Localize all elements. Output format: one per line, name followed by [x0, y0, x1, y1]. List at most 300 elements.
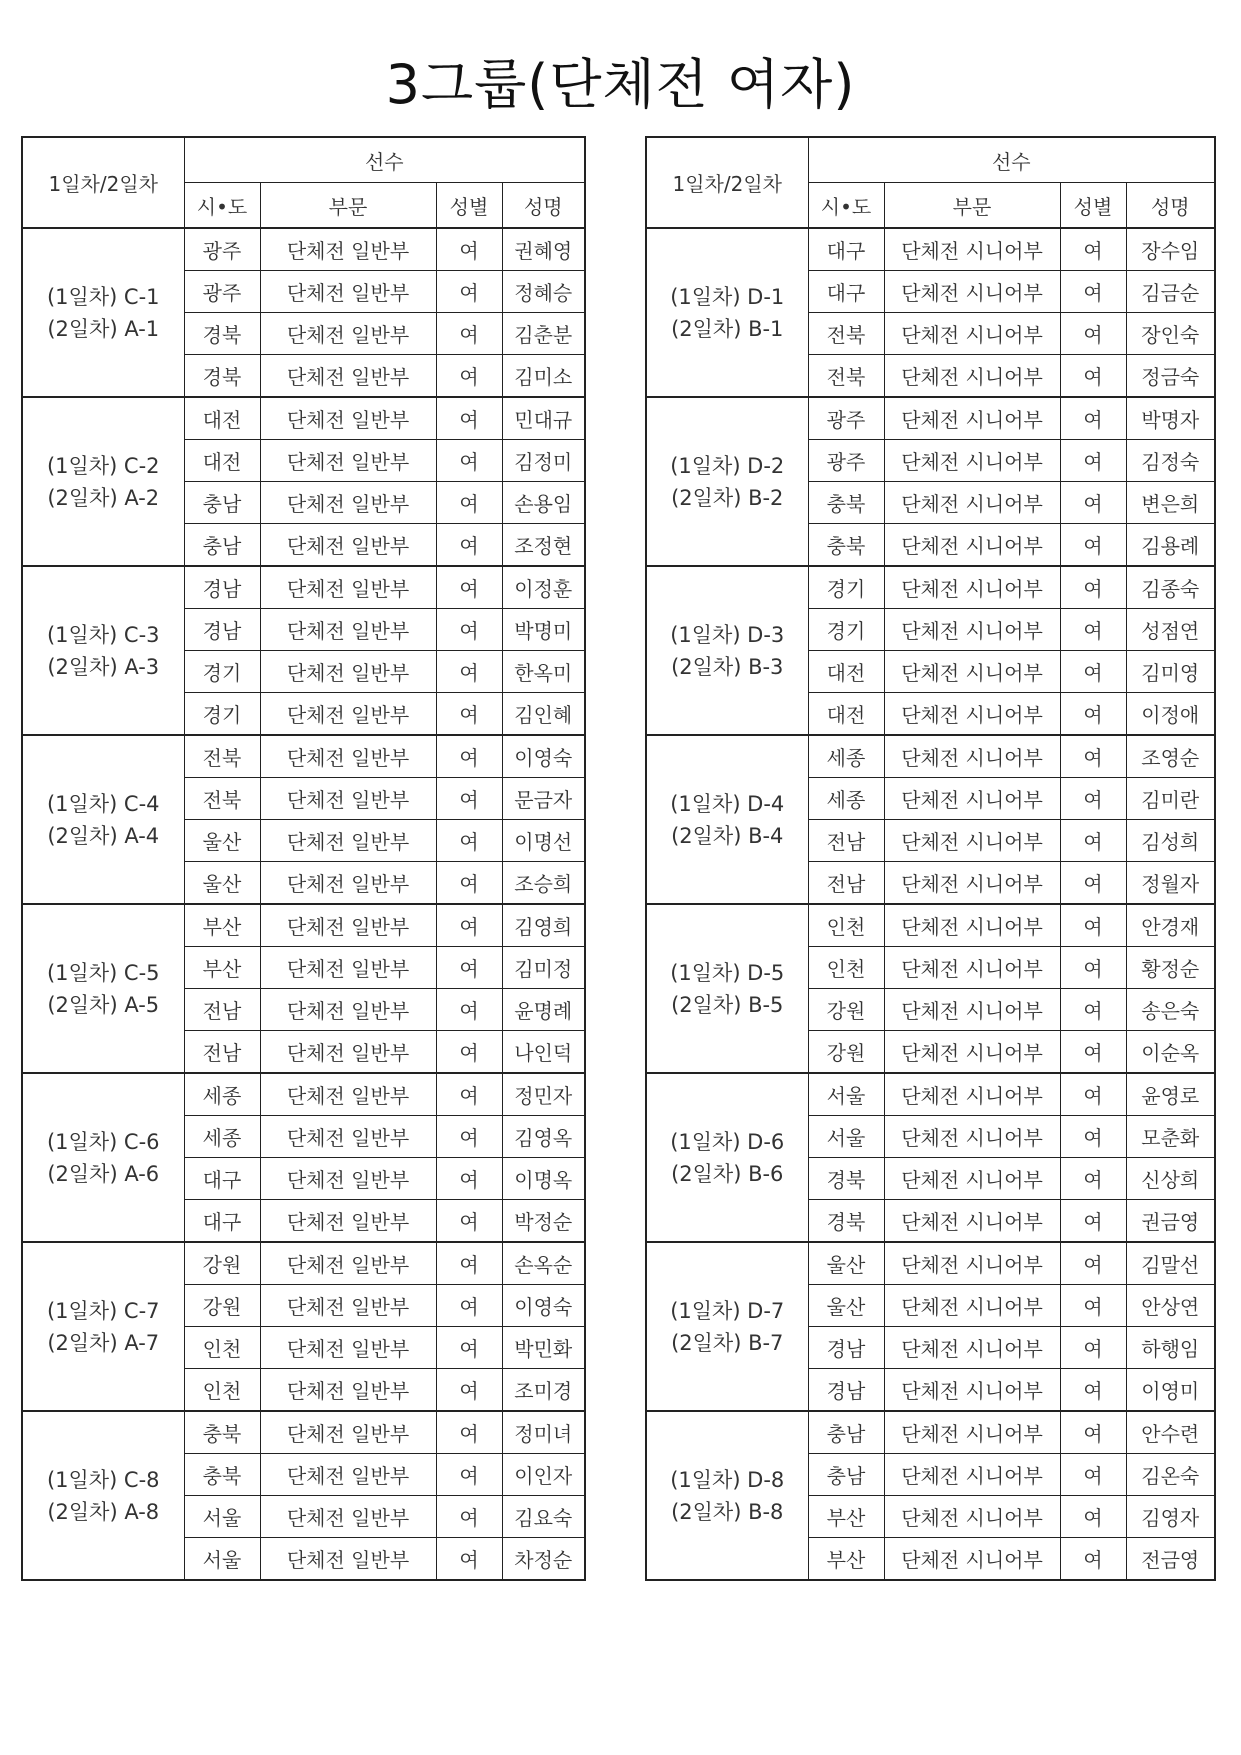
cell-name: 박민화	[502, 1327, 585, 1369]
group-label	[646, 1242, 808, 1411]
cell-gender: 여	[1060, 735, 1126, 778]
cell-name: 김용례	[1126, 524, 1215, 567]
cell-name: 김정미	[502, 440, 585, 482]
cell-name: 김성희	[1126, 820, 1215, 862]
cell-region: 전남	[808, 820, 884, 862]
cell-gender: 여	[1060, 1538, 1126, 1581]
cell-gender: 여	[1060, 651, 1126, 693]
cell-division: 단체전 일반부	[260, 1411, 436, 1454]
cell-region: 대구	[808, 271, 884, 313]
cell-name: 안경재	[1126, 904, 1215, 947]
cell-division: 단체전 시니어부	[884, 904, 1060, 947]
group-day2: (2일차) B-5	[671, 992, 784, 1017]
roster-table-left	[21, 136, 586, 1581]
cell-division: 단체전 일반부	[260, 1285, 436, 1327]
cell-name: 김미소	[502, 355, 585, 398]
cell-gender: 여	[436, 1538, 502, 1581]
group-day2: (2일차) A-4	[47, 823, 160, 848]
cell-division: 단체전 일반부	[260, 693, 436, 736]
cell-gender: 여	[1060, 1073, 1126, 1116]
cell-name: 정혜승	[502, 271, 585, 313]
header-day: 1일차/2일차	[22, 137, 184, 228]
cell-division: 단체전 시니어부	[884, 566, 1060, 609]
cell-division: 단체전 시니어부	[884, 989, 1060, 1031]
cell-region: 전북	[184, 778, 260, 820]
group-day1: (1일차) D-8	[670, 1467, 785, 1492]
group-day2: (2일차) A-8	[47, 1499, 160, 1524]
cell-division: 단체전 일반부	[260, 820, 436, 862]
cell-name: 이영숙	[502, 1285, 585, 1327]
cell-region: 경북	[184, 355, 260, 398]
cell-name: 이정애	[1126, 693, 1215, 736]
cell-division: 단체전 시니어부	[884, 735, 1060, 778]
table-row	[646, 566, 1215, 609]
cell-name: 김말선	[1126, 1242, 1215, 1285]
table-row	[22, 228, 585, 271]
cell-gender: 여	[436, 355, 502, 398]
group-day1: (1일차) C-2	[46, 453, 160, 478]
cell-gender: 여	[436, 1200, 502, 1243]
cell-name: 이영미	[1126, 1369, 1215, 1412]
cell-name: 모춘화	[1126, 1116, 1215, 1158]
cell-division: 단체전 일반부	[260, 566, 436, 609]
cell-name: 김정숙	[1126, 440, 1215, 482]
group-label	[22, 228, 184, 397]
cell-division: 단체전 일반부	[260, 1496, 436, 1538]
cell-region: 전남	[184, 989, 260, 1031]
cell-gender: 여	[436, 820, 502, 862]
table-row	[646, 904, 1215, 947]
cell-division: 단체전 시니어부	[884, 1242, 1060, 1285]
group-day2: (2일차) A-2	[47, 485, 160, 510]
group-day2: (2일차) B-4	[671, 823, 784, 848]
roster-body-left	[22, 228, 585, 1580]
cell-region: 광주	[808, 397, 884, 440]
group-label	[22, 1411, 184, 1580]
cell-gender: 여	[1060, 1116, 1126, 1158]
cell-name: 이명옥	[502, 1158, 585, 1200]
cell-division: 단체전 일반부	[260, 1538, 436, 1581]
cell-region: 광주	[808, 440, 884, 482]
cell-gender: 여	[1060, 1411, 1126, 1454]
cell-name: 김영희	[502, 904, 585, 947]
group-label	[22, 397, 184, 566]
cell-region: 울산	[184, 862, 260, 905]
cell-region: 경기	[184, 693, 260, 736]
cell-division: 단체전 시니어부	[884, 1073, 1060, 1116]
cell-name: 장인숙	[1126, 313, 1215, 355]
table-row	[22, 1242, 585, 1285]
cell-name: 김춘분	[502, 313, 585, 355]
group-label	[646, 1073, 808, 1242]
cell-region: 충북	[184, 1454, 260, 1496]
cell-name: 박명미	[502, 609, 585, 651]
cell-division: 단체전 일반부	[260, 1116, 436, 1158]
cell-gender: 여	[1060, 862, 1126, 905]
cell-division: 단체전 일반부	[260, 947, 436, 989]
cell-division: 단체전 일반부	[260, 440, 436, 482]
table-row	[646, 1073, 1215, 1116]
cell-gender: 여	[1060, 355, 1126, 398]
cell-division: 단체전 시니어부	[884, 397, 1060, 440]
cell-region: 경북	[184, 313, 260, 355]
cell-name: 권혜영	[502, 228, 585, 271]
cell-region: 인천	[184, 1327, 260, 1369]
cell-gender: 여	[1060, 1454, 1126, 1496]
cell-gender: 여	[1060, 1031, 1126, 1074]
cell-name: 조승희	[502, 862, 585, 905]
cell-gender: 여	[436, 524, 502, 567]
cell-region: 경남	[184, 566, 260, 609]
cell-division: 단체전 일반부	[260, 397, 436, 440]
cell-region: 전북	[184, 735, 260, 778]
cell-region: 경기	[808, 566, 884, 609]
cell-name: 김인혜	[502, 693, 585, 736]
cell-gender: 여	[436, 1496, 502, 1538]
cell-region: 대전	[808, 651, 884, 693]
cell-name: 조영순	[1126, 735, 1215, 778]
cell-region: 대구	[184, 1200, 260, 1243]
group-label	[646, 397, 808, 566]
table-row	[646, 1411, 1215, 1454]
cell-division: 단체전 일반부	[260, 524, 436, 567]
group-day2: (2일차) B-2	[671, 485, 784, 510]
cell-gender: 여	[1060, 313, 1126, 355]
cell-gender: 여	[1060, 1242, 1126, 1285]
cell-gender: 여	[1060, 989, 1126, 1031]
cell-gender: 여	[436, 1158, 502, 1200]
cell-gender: 여	[436, 566, 502, 609]
cell-name: 김종숙	[1126, 566, 1215, 609]
cell-name: 변은희	[1126, 482, 1215, 524]
cell-gender: 여	[1060, 609, 1126, 651]
cell-region: 전남	[808, 862, 884, 905]
cell-division: 단체전 시니어부	[884, 228, 1060, 271]
group-day1: (1일차) D-2	[670, 453, 785, 478]
cell-name: 손용임	[502, 482, 585, 524]
cell-division: 단체전 일반부	[260, 271, 436, 313]
cell-gender: 여	[436, 1454, 502, 1496]
cell-division: 단체전 시니어부	[884, 1200, 1060, 1243]
cell-name: 이정훈	[502, 566, 585, 609]
cell-division: 단체전 시니어부	[884, 313, 1060, 355]
cell-region: 강원	[184, 1285, 260, 1327]
cell-region: 울산	[808, 1285, 884, 1327]
cell-division: 단체전 일반부	[260, 862, 436, 905]
cell-division: 단체전 일반부	[260, 778, 436, 820]
group-day2: (2일차) B-6	[671, 1161, 784, 1186]
cell-division: 단체전 시니어부	[884, 609, 1060, 651]
cell-division: 단체전 시니어부	[884, 1285, 1060, 1327]
cell-region: 충북	[808, 482, 884, 524]
cell-name: 성점연	[1126, 609, 1215, 651]
cell-region: 대구	[184, 1158, 260, 1200]
group-day1: (1일차) C-4	[46, 791, 160, 816]
cell-gender: 여	[436, 989, 502, 1031]
cell-name: 조정현	[502, 524, 585, 567]
cell-gender: 여	[436, 482, 502, 524]
cell-division: 단체전 일반부	[260, 1242, 436, 1285]
header-gender: 성별	[436, 183, 502, 229]
cell-gender: 여	[436, 397, 502, 440]
cell-region: 부산	[808, 1538, 884, 1581]
cell-name: 이명선	[502, 820, 585, 862]
cell-name: 전금영	[1126, 1538, 1215, 1581]
group-day1: (1일차) C-3	[46, 622, 160, 647]
group-day1: (1일차) D-7	[670, 1298, 785, 1323]
cell-gender: 여	[1060, 566, 1126, 609]
group-day2: (2일차) B-3	[671, 654, 784, 679]
cell-region: 충남	[184, 524, 260, 567]
group-day1: (1일차) C-7	[46, 1298, 160, 1323]
group-day1: (1일차) D-4	[670, 791, 785, 816]
cell-division: 단체전 시니어부	[884, 355, 1060, 398]
cell-region: 전남	[184, 1031, 260, 1074]
roster-body-right	[646, 228, 1215, 1580]
header-region: 시•도	[184, 183, 260, 229]
cell-division: 단체전 시니어부	[884, 1116, 1060, 1158]
cell-gender: 여	[1060, 1285, 1126, 1327]
cell-gender: 여	[436, 693, 502, 736]
cell-region: 세종	[184, 1073, 260, 1116]
cell-name: 정민자	[502, 1073, 585, 1116]
cell-name: 김영옥	[502, 1116, 585, 1158]
cell-gender: 여	[436, 904, 502, 947]
cell-region: 경기	[184, 651, 260, 693]
cell-division: 단체전 일반부	[260, 228, 436, 271]
cell-division: 단체전 시니어부	[884, 440, 1060, 482]
cell-region: 대전	[184, 440, 260, 482]
cell-gender: 여	[436, 735, 502, 778]
cell-division: 단체전 시니어부	[884, 862, 1060, 905]
cell-name: 정미녀	[502, 1411, 585, 1454]
cell-region: 강원	[184, 1242, 260, 1285]
cell-region: 인천	[184, 1369, 260, 1412]
cell-division: 단체전 일반부	[260, 651, 436, 693]
group-day2: (2일차) A-7	[47, 1330, 160, 1355]
group-day1: (1일차) C-5	[46, 960, 160, 985]
cell-region: 충북	[184, 1411, 260, 1454]
cell-division: 단체전 시니어부	[884, 778, 1060, 820]
cell-gender: 여	[436, 1411, 502, 1454]
cell-region: 세종	[184, 1116, 260, 1158]
cell-division: 단체전 일반부	[260, 1158, 436, 1200]
table-row	[646, 397, 1215, 440]
cell-name: 장수임	[1126, 228, 1215, 271]
cell-region: 인천	[808, 947, 884, 989]
cell-name: 김미영	[1126, 651, 1215, 693]
cell-name: 하행임	[1126, 1327, 1215, 1369]
cell-gender: 여	[1060, 1327, 1126, 1369]
cell-name: 윤명례	[502, 989, 585, 1031]
group-day2: (2일차) A-5	[47, 992, 160, 1017]
cell-region: 전북	[808, 313, 884, 355]
cell-division: 단체전 일반부	[260, 482, 436, 524]
cell-gender: 여	[436, 1073, 502, 1116]
cell-division: 단체전 일반부	[260, 989, 436, 1031]
cell-region: 대전	[808, 693, 884, 736]
group-day2: (2일차) B-1	[671, 316, 784, 341]
cell-gender: 여	[1060, 778, 1126, 820]
cell-region: 강원	[808, 989, 884, 1031]
table-row	[22, 1411, 585, 1454]
cell-division: 단체전 시니어부	[884, 1158, 1060, 1200]
group-label	[646, 735, 808, 904]
cell-region: 충남	[808, 1454, 884, 1496]
cell-name: 이순옥	[1126, 1031, 1215, 1074]
cell-gender: 여	[436, 862, 502, 905]
header-region: 시•도	[808, 183, 884, 229]
page-title: 3그룹(단체전 여자)	[385, 53, 856, 116]
table-row	[646, 228, 1215, 271]
group-day2: (2일차) B-8	[671, 1499, 784, 1524]
header-division: 부문	[260, 183, 436, 229]
cell-name: 이인자	[502, 1454, 585, 1496]
cell-region: 광주	[184, 271, 260, 313]
cell-region: 충남	[808, 1411, 884, 1454]
cell-region: 세종	[808, 735, 884, 778]
cell-gender: 여	[1060, 947, 1126, 989]
cell-gender: 여	[436, 313, 502, 355]
group-label	[646, 228, 808, 397]
cell-region: 광주	[184, 228, 260, 271]
cell-gender: 여	[436, 609, 502, 651]
cell-region: 전북	[808, 355, 884, 398]
table-row	[646, 735, 1215, 778]
group-day1: (1일차) D-6	[670, 1129, 785, 1154]
cell-region: 부산	[184, 904, 260, 947]
group-day2: (2일차) A-6	[47, 1161, 160, 1186]
cell-region: 세종	[808, 778, 884, 820]
cell-name: 안상연	[1126, 1285, 1215, 1327]
group-day1: (1일차) C-8	[46, 1467, 160, 1492]
cell-region: 울산	[808, 1242, 884, 1285]
cell-division: 단체전 시니어부	[884, 482, 1060, 524]
cell-name: 박명자	[1126, 397, 1215, 440]
cell-region: 서울	[808, 1116, 884, 1158]
cell-division: 단체전 시니어부	[884, 271, 1060, 313]
cell-name: 권금영	[1126, 1200, 1215, 1243]
cell-gender: 여	[1060, 228, 1126, 271]
cell-division: 단체전 일반부	[260, 313, 436, 355]
group-day1: (1일차) D-1	[670, 284, 785, 309]
cell-division: 단체전 일반부	[260, 609, 436, 651]
header-division: 부문	[884, 183, 1060, 229]
cell-name: 나인덕	[502, 1031, 585, 1074]
cell-region: 울산	[184, 820, 260, 862]
table-row	[22, 566, 585, 609]
cell-name: 손옥순	[502, 1242, 585, 1285]
cell-name: 윤영로	[1126, 1073, 1215, 1116]
cell-name: 문금자	[502, 778, 585, 820]
cell-gender: 여	[1060, 1200, 1126, 1243]
cell-name: 신상희	[1126, 1158, 1215, 1200]
cell-division: 단체전 시니어부	[884, 1496, 1060, 1538]
cell-gender: 여	[1060, 524, 1126, 567]
cell-division: 단체전 시니어부	[884, 1369, 1060, 1412]
cell-region: 인천	[808, 904, 884, 947]
cell-gender: 여	[1060, 482, 1126, 524]
cell-region: 충남	[184, 482, 260, 524]
cell-region: 대전	[184, 397, 260, 440]
cell-name: 황정순	[1126, 947, 1215, 989]
cell-region: 경남	[808, 1369, 884, 1412]
cell-division: 단체전 시니어부	[884, 693, 1060, 736]
group-day2: (2일차) B-7	[671, 1330, 784, 1355]
cell-name: 김미정	[502, 947, 585, 989]
cell-gender: 여	[436, 440, 502, 482]
cell-gender: 여	[1060, 440, 1126, 482]
group-day1: (1일차) C-6	[46, 1129, 160, 1154]
cell-region: 충북	[808, 524, 884, 567]
cell-gender: 여	[436, 1242, 502, 1285]
cell-name: 김미란	[1126, 778, 1215, 820]
cell-gender: 여	[436, 271, 502, 313]
cell-gender: 여	[436, 1116, 502, 1158]
table-row	[22, 1073, 585, 1116]
cell-gender: 여	[1060, 820, 1126, 862]
cell-name: 이영숙	[502, 735, 585, 778]
cell-gender: 여	[436, 228, 502, 271]
cell-region: 부산	[808, 1496, 884, 1538]
cell-region: 서울	[808, 1073, 884, 1116]
header-name: 성명	[1126, 183, 1215, 229]
cell-name: 김영자	[1126, 1496, 1215, 1538]
cell-name: 정월자	[1126, 862, 1215, 905]
cell-division: 단체전 일반부	[260, 1454, 436, 1496]
cell-region: 부산	[184, 947, 260, 989]
cell-region: 경북	[808, 1158, 884, 1200]
group-label	[22, 566, 184, 735]
cell-division: 단체전 시니어부	[884, 1411, 1060, 1454]
cell-division: 단체전 시니어부	[884, 820, 1060, 862]
header-players: 선수	[184, 137, 585, 183]
cell-gender: 여	[1060, 397, 1126, 440]
cell-region: 서울	[184, 1538, 260, 1581]
header-players: 선수	[808, 137, 1215, 183]
group-day1: (1일차) C-1	[46, 284, 160, 309]
group-day1: (1일차) D-5	[670, 960, 785, 985]
cell-name: 차정순	[502, 1538, 585, 1581]
cell-region: 대구	[808, 228, 884, 271]
cell-division: 단체전 시니어부	[884, 1031, 1060, 1074]
cell-division: 단체전 일반부	[260, 1369, 436, 1412]
group-label	[22, 1073, 184, 1242]
table-row	[22, 904, 585, 947]
cell-name: 안수련	[1126, 1411, 1215, 1454]
cell-gender: 여	[436, 651, 502, 693]
group-day1: (1일차) D-3	[670, 622, 785, 647]
cell-region: 경기	[808, 609, 884, 651]
cell-division: 단체전 일반부	[260, 904, 436, 947]
cell-region: 경북	[808, 1200, 884, 1243]
cell-gender: 여	[1060, 1496, 1126, 1538]
group-label	[22, 904, 184, 1073]
cell-gender: 여	[1060, 904, 1126, 947]
cell-division: 단체전 일반부	[260, 1200, 436, 1243]
cell-region: 경남	[184, 609, 260, 651]
cell-gender: 여	[1060, 693, 1126, 736]
group-label	[646, 566, 808, 735]
cell-gender: 여	[436, 778, 502, 820]
group-day2: (2일차) A-3	[47, 654, 160, 679]
cell-region: 경남	[808, 1327, 884, 1369]
cell-name: 민대규	[502, 397, 585, 440]
cell-region: 서울	[184, 1496, 260, 1538]
cell-division: 단체전 일반부	[260, 1031, 436, 1074]
cell-gender: 여	[436, 1031, 502, 1074]
cell-gender: 여	[436, 1285, 502, 1327]
